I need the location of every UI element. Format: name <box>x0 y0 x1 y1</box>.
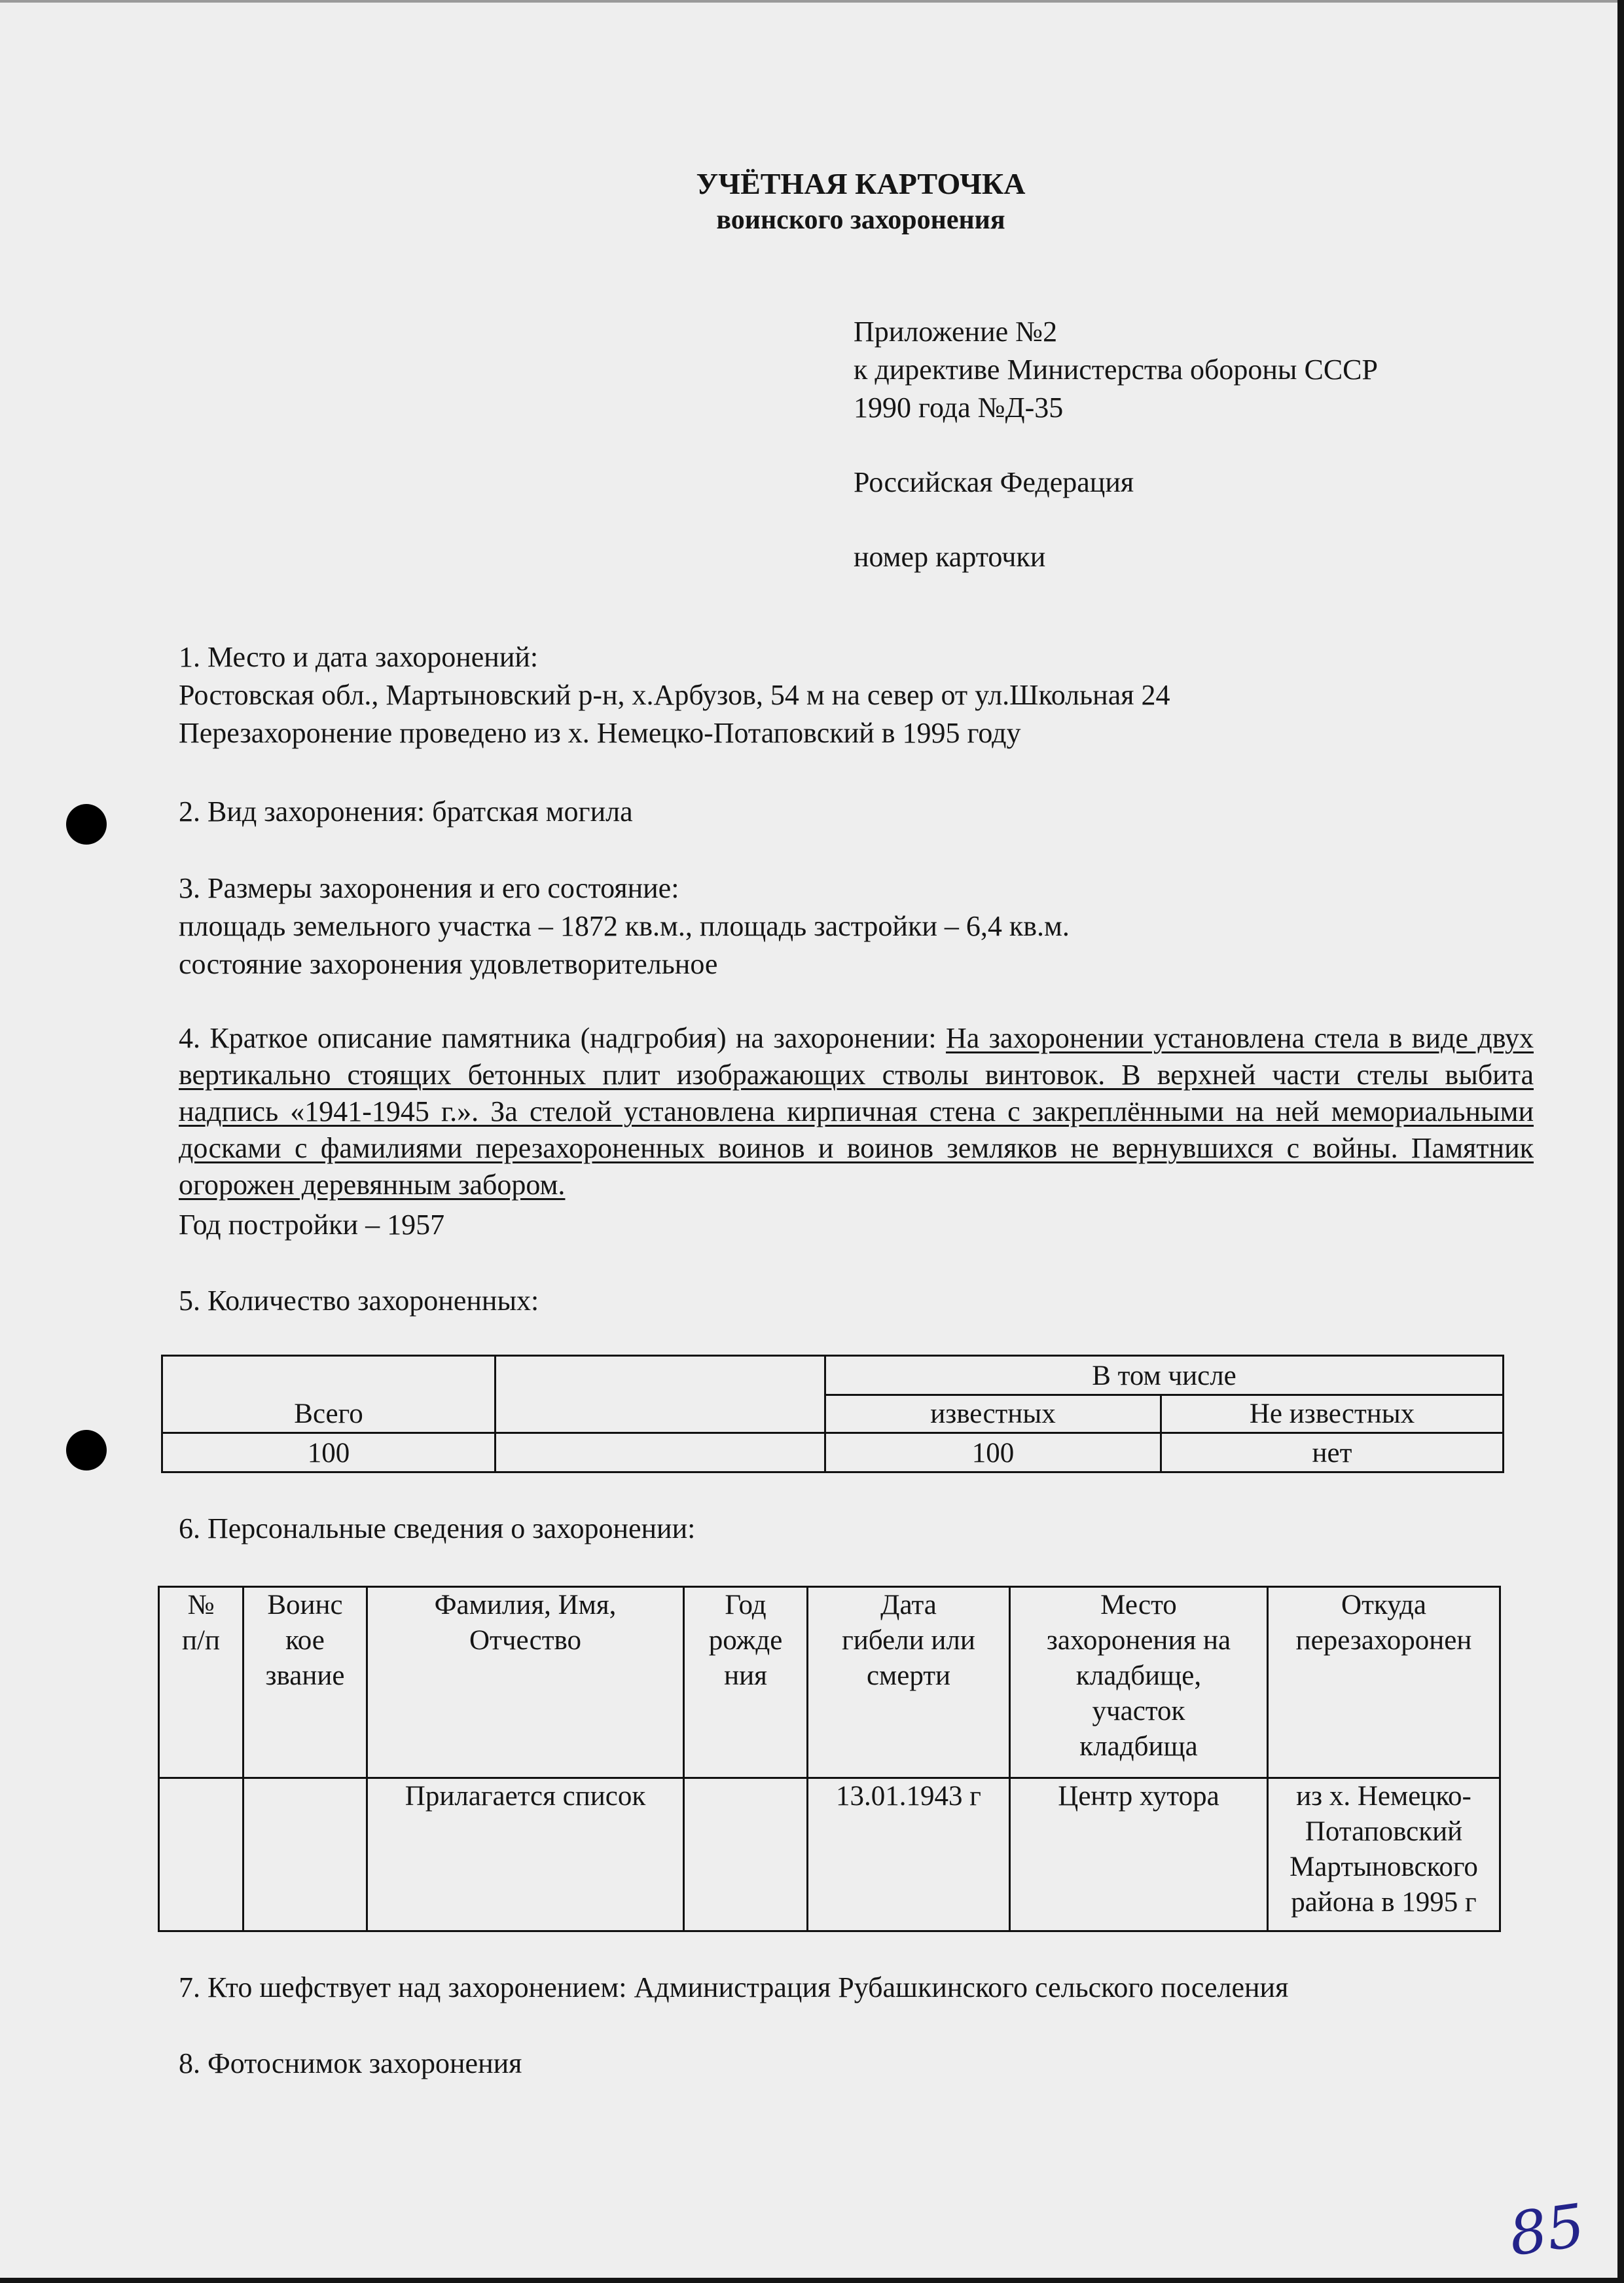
country-label: Российская Федерация <box>854 466 1134 498</box>
row-number <box>159 1778 244 1931</box>
section4-heading: 4. Краткое описание памятника (надгробия) на захоронении: <box>179 1022 946 1054</box>
document-subtitle: воинского захоронения <box>716 205 1005 235</box>
annex-line-1: Приложение №2 <box>854 316 1058 348</box>
annex-line-3: 1990 года №Д-35 <box>854 392 1064 424</box>
row-death-date: 13.01.1943 г <box>808 1778 1010 1931</box>
total-count: 100 <box>162 1433 496 1472</box>
annex-block <box>854 313 1378 576</box>
col-death-date: Дата гибели или смерти <box>808 1587 1010 1778</box>
col-birth-year: Год рожде ния <box>684 1587 808 1778</box>
row-full-name: Прилагается список <box>367 1778 684 1931</box>
section-burial-place <box>179 638 1170 752</box>
section6-heading: 6. Персональные сведения о захоронении: <box>179 1512 696 1544</box>
punch-hole-top <box>66 804 107 845</box>
section4-year-built: Год постройки – 1957 <box>179 1209 445 1241</box>
unknown-count: нет <box>1161 1433 1504 1472</box>
col-including-header: В том числе <box>825 1356 1504 1395</box>
col-burial-place: Место захоронения на кладбище, участок кладбища <box>1010 1587 1268 1778</box>
row-burial-place: Центр хутора <box>1010 1778 1268 1931</box>
section3-area: площадь земельного участка – 1872 кв.м., площадь застройки – 6,4 кв.м. <box>179 910 1070 942</box>
section1-address: Ростовская обл., Мартыновский р-н, х.Арбузов, 54 м на север от ул.Школьная 24 <box>179 679 1170 711</box>
known-count: 100 <box>825 1433 1161 1472</box>
col-empty-header <box>496 1356 825 1433</box>
burial-count-table <box>161 1355 1504 1473</box>
col-unknown-header: Не известных <box>1161 1395 1504 1433</box>
col-reburied-from: Откуда перезахоронен <box>1268 1587 1500 1778</box>
document-title: УЧЁТНАЯ КАРТОЧКА <box>696 167 1026 200</box>
col-full-name: Фамилия, Имя, Отчество <box>367 1587 684 1778</box>
section3-condition: состояние захоронения удовлетворительное <box>179 948 718 980</box>
section7-patronage: 7. Кто шефствует над захоронением: Администрация Рубашкинского сельского поселения <box>179 1971 1289 2003</box>
section5-heading: 5. Количество захороненных: <box>179 1285 539 1317</box>
section3-heading: 3. Размеры захоронения и его состояние: <box>179 872 679 904</box>
scan-bottom-edge <box>0 2278 1624 2283</box>
section1-reburial: Перезахоронение проведено из х. Немецко-Потаповский в 1995 году <box>179 717 1021 749</box>
section1-heading: 1. Место и дата захоронений: <box>179 641 539 673</box>
annex-line-2: к директиве Министерства обороны СССР <box>854 354 1379 386</box>
row-reburied-from: из х. Немецко- Потаповский Мартыновского района в 1995 г <box>1268 1778 1500 1931</box>
row-birth-year <box>684 1778 808 1931</box>
section-burial-size <box>179 869 1070 983</box>
personal-data-table <box>158 1586 1501 1932</box>
empty-cell <box>496 1433 825 1472</box>
col-number: № п/п <box>159 1587 244 1778</box>
col-total-header: Всего <box>162 1356 496 1433</box>
col-rank: Воинс кое звание <box>244 1587 367 1778</box>
punch-hole-bottom <box>66 1430 107 1470</box>
row-rank <box>244 1778 367 1931</box>
col-known-header: известных <box>825 1395 1161 1433</box>
section4-description: На захоронении установлена стела в виде двух вертикально стоящих бетонных плит изображающих стволы винтовок. В верхней части стелы выбита надпись «1941-1945 г.». За стелой установлена кирпичная стена с закреплёнными на ней мемориальными досками с фамилиями перезахороненных воинов и воинов земляков не вернувшихся с войны. Памятник огорожен деревянным забором. <box>179 1022 1534 1201</box>
scan-right-edge <box>1617 0 1624 2283</box>
handwritten-page-number: 85 <box>1505 2191 1589 2270</box>
card-number-label: номер карточки <box>854 541 1046 573</box>
section-monument-description <box>179 1020 1534 1203</box>
section8-photo: 8. Фотоснимок захоронения <box>179 2047 522 2079</box>
section2-burial-type: 2. Вид захоронения: братская могила <box>179 795 633 828</box>
scan-top-edge <box>0 0 1624 3</box>
